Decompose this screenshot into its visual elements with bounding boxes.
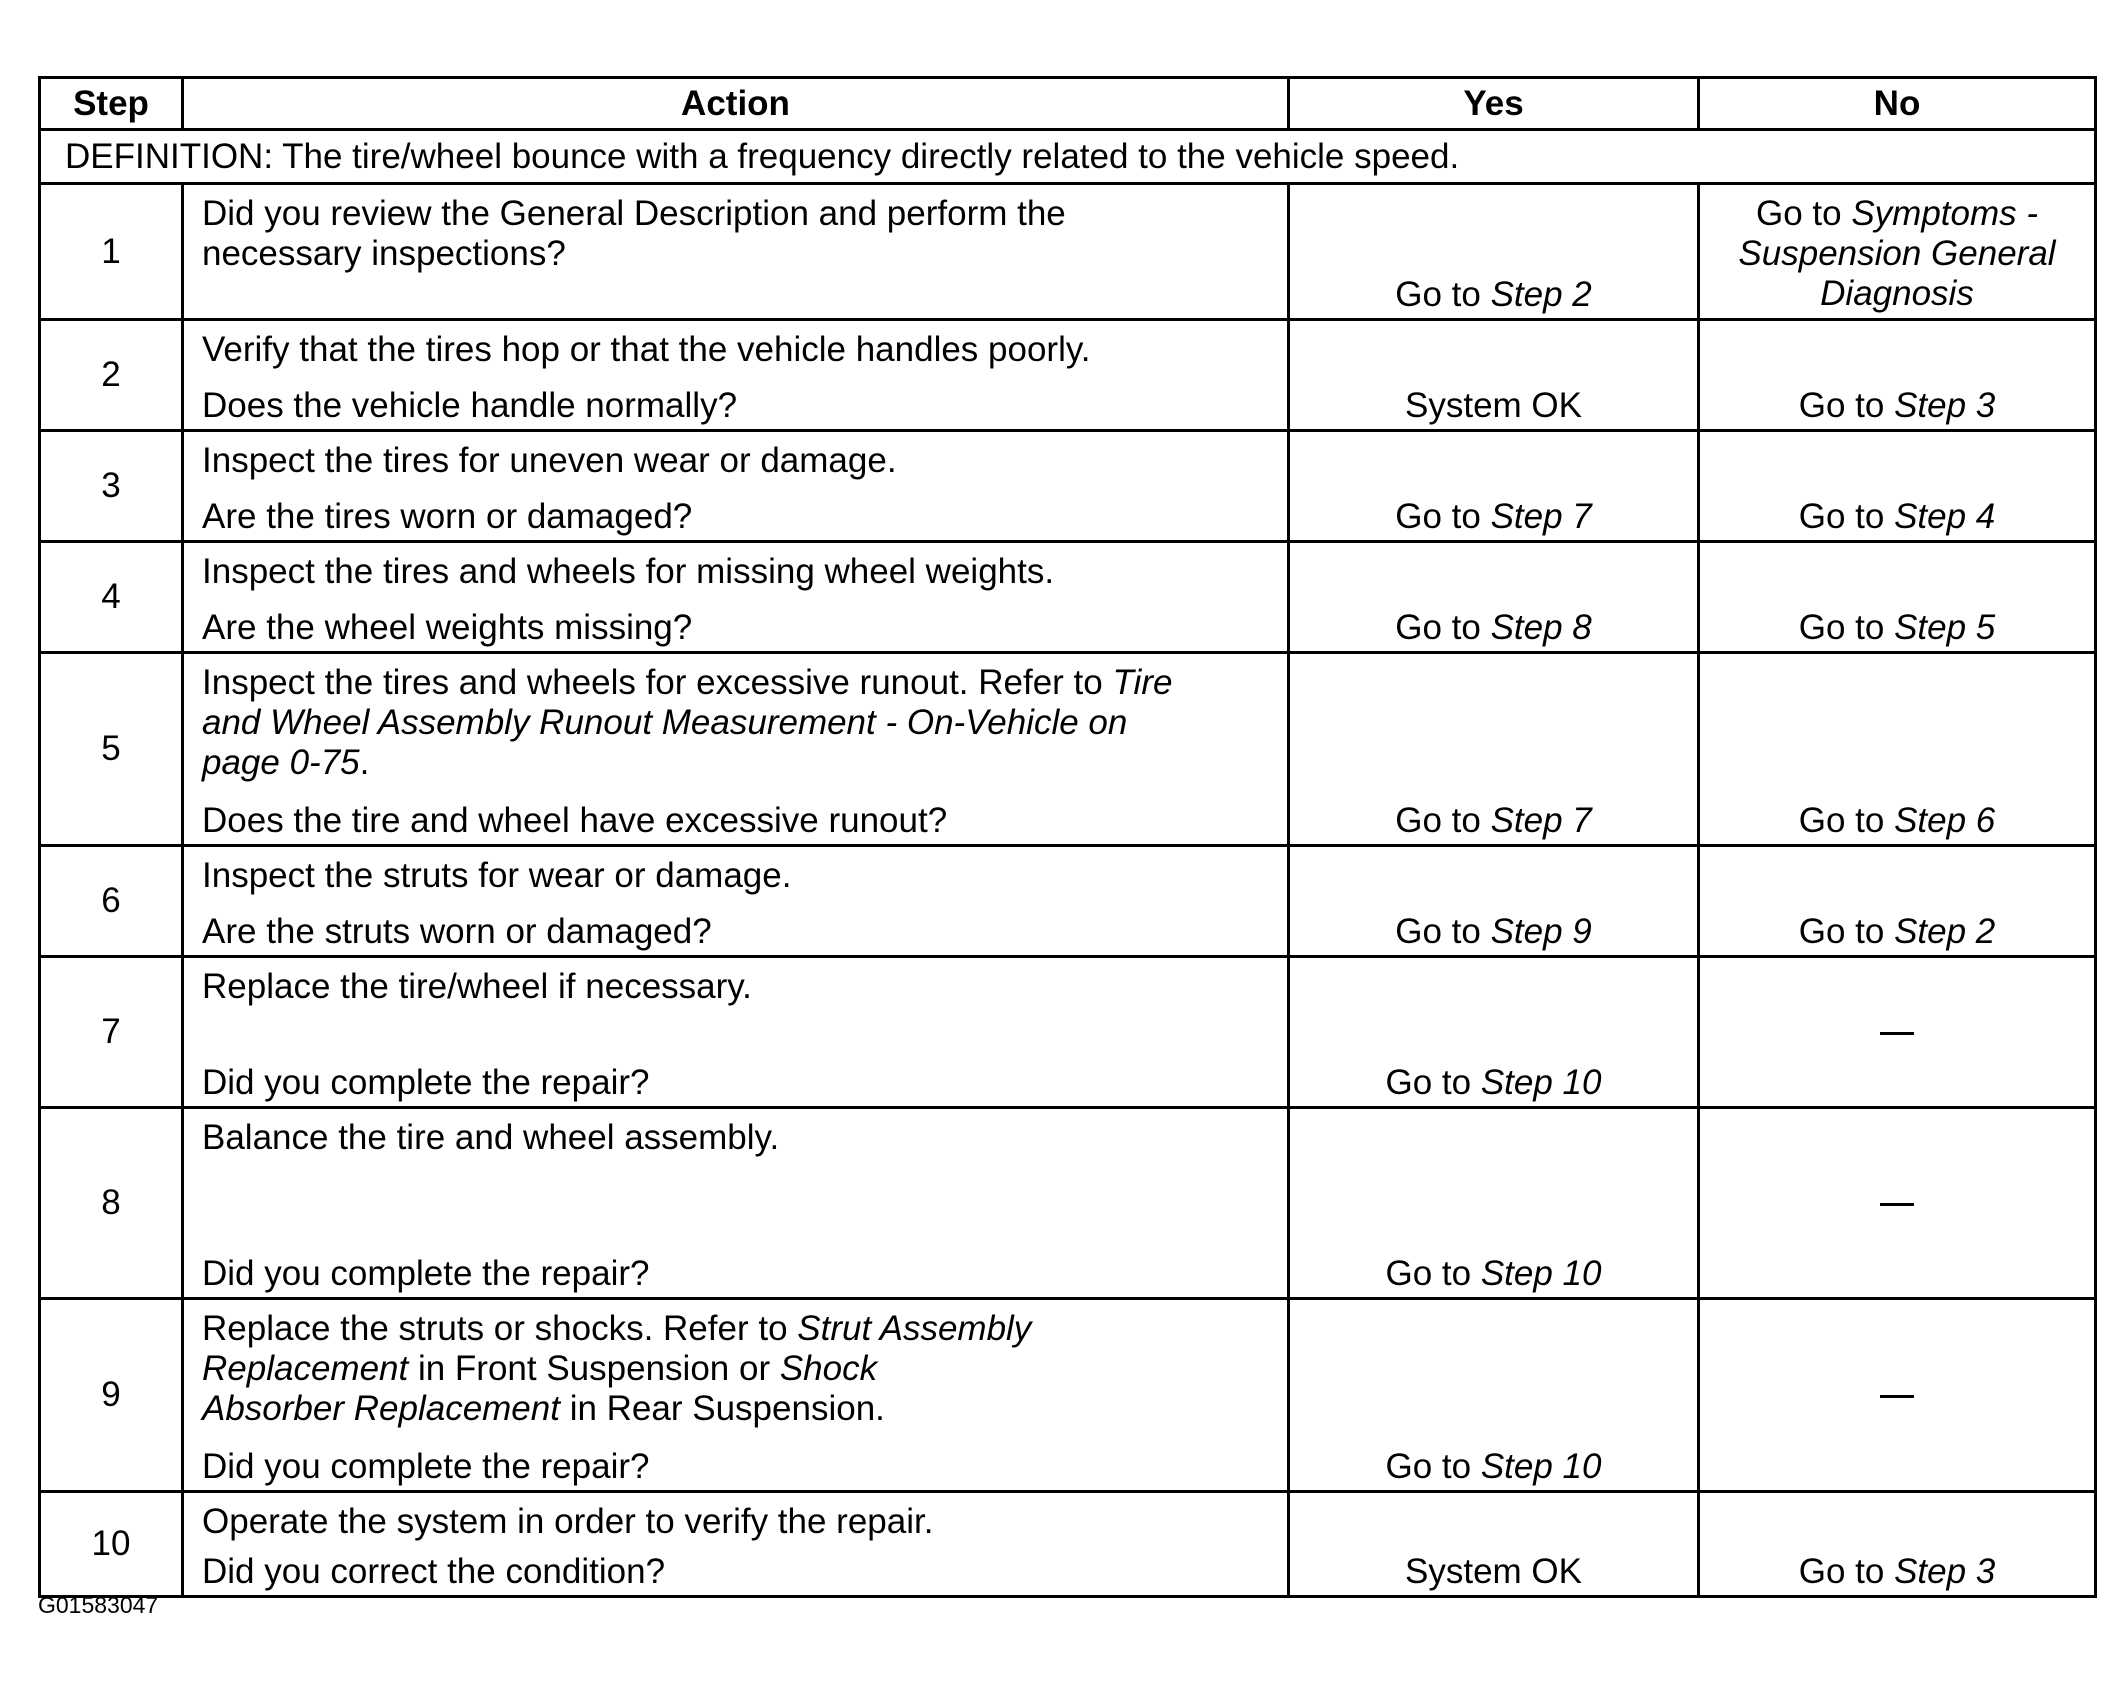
yes-cell	[1289, 184, 1699, 320]
reference-link[interactable]: Tire	[1112, 663, 1173, 702]
no-prefix: Go to	[1755, 194, 1852, 233]
dash-mark	[1880, 1032, 1914, 1035]
yes-prefix: Go to	[1385, 1447, 1481, 1486]
yes-prefix: Go to	[1395, 608, 1491, 647]
yes-prefix: Go to	[1385, 1254, 1481, 1293]
no-prefix: Go to	[1798, 912, 1895, 951]
question-text: Are the struts worn or damaged?	[202, 912, 712, 951]
step-number: 5	[40, 653, 183, 846]
no-prefix: Go to	[1798, 386, 1895, 425]
question-text: Does the vehicle handle normally?	[202, 386, 738, 425]
yes-link[interactable]: Step 2	[1490, 275, 1592, 314]
no-cell	[1699, 320, 2096, 431]
yes-link[interactable]: Step 9	[1490, 912, 1592, 951]
header-no: No	[1699, 78, 2096, 130]
table-row	[40, 957, 2096, 1108]
action-cell	[183, 184, 1289, 320]
definition-row	[40, 130, 2096, 184]
no-cell	[1699, 957, 2096, 1108]
yes-link[interactable]: Step 10	[1480, 1063, 1602, 1102]
no-cell	[1699, 846, 2096, 957]
action-cell	[183, 846, 1289, 957]
action-cell	[183, 1108, 1289, 1299]
table-row	[40, 1299, 2096, 1492]
action-cell	[183, 653, 1289, 846]
yes-cell	[1289, 1299, 1699, 1492]
no-link[interactable]: Symptoms -	[1851, 194, 2039, 233]
no-link[interactable]: Step 5	[1894, 608, 1996, 647]
table-row	[40, 431, 2096, 542]
action-text: Replace the tire/wheel if necessary.	[202, 967, 752, 1006]
yes-cell	[1289, 431, 1699, 542]
reference-link[interactable]: page 0-75	[202, 743, 360, 782]
no-link[interactable]: Step 2	[1894, 912, 1996, 951]
step-number: 6	[40, 846, 183, 957]
no-link[interactable]: Step 3	[1894, 1552, 1996, 1591]
header-step: Step	[40, 78, 183, 130]
question-text: Does the tire and wheel have excessive runout?	[202, 801, 948, 840]
no-prefix: Go to	[1798, 1552, 1895, 1591]
yes-cell	[1289, 1108, 1699, 1299]
reference-link[interactable]: Absorber Replacement	[202, 1389, 560, 1428]
yes-cell: System OK	[1289, 320, 1699, 431]
yes-link[interactable]: Step 7	[1490, 801, 1592, 840]
reference-link[interactable]: Replacement	[202, 1349, 409, 1388]
yes-cell	[1289, 957, 1699, 1108]
yes-prefix: Go to	[1395, 801, 1491, 840]
table-row	[40, 542, 2096, 653]
action-text: Operate the system in order to verify the repair.	[202, 1502, 934, 1541]
no-prefix: Go to	[1798, 608, 1895, 647]
table-row	[40, 1108, 2096, 1299]
question-text: Did you complete the repair?	[202, 1254, 650, 1293]
yes-link[interactable]: Step 10	[1480, 1447, 1602, 1486]
yes-cell	[1289, 653, 1699, 846]
yes-cell	[1289, 542, 1699, 653]
no-prefix: Go to	[1798, 497, 1895, 536]
action-cell	[183, 431, 1289, 542]
step-number: 3	[40, 431, 183, 542]
no-link[interactable]: Suspension General	[1738, 234, 2056, 273]
definition-text: DEFINITION: The tire/wheel bounce with a frequency directly related to the vehicle speed.	[40, 130, 2096, 184]
question-text: Did you correct the condition?	[202, 1552, 666, 1591]
no-cell	[1699, 1492, 2096, 1597]
table-row	[40, 1492, 2096, 1597]
action-cell	[183, 320, 1289, 431]
question-text: Are the wheel weights missing?	[202, 608, 693, 647]
step-number: 10	[40, 1492, 183, 1597]
action-cell	[183, 1492, 1289, 1597]
yes-prefix: Go to	[1385, 1063, 1481, 1102]
step-number: 9	[40, 1299, 183, 1492]
yes-prefix: Go to	[1395, 275, 1491, 314]
yes-cell	[1289, 846, 1699, 957]
no-cell	[1699, 542, 2096, 653]
no-prefix: Go to	[1798, 801, 1895, 840]
action-text: Did you review the General Description and perform the	[202, 194, 1066, 233]
no-cell	[1699, 184, 2096, 320]
action-text: Inspect the struts for wear or damage.	[202, 856, 792, 895]
action-text: Inspect the tires for uneven wear or damage.	[202, 441, 897, 480]
no-cell	[1699, 1108, 2096, 1299]
table-row	[40, 320, 2096, 431]
no-cell	[1699, 431, 2096, 542]
no-link[interactable]: Step 3	[1894, 386, 1996, 425]
yes-prefix: Go to	[1395, 497, 1491, 536]
step-number: 8	[40, 1108, 183, 1299]
no-link[interactable]: Step 6	[1894, 801, 1996, 840]
yes-cell: System OK	[1289, 1492, 1699, 1597]
question-text: Did you complete the repair?	[202, 1447, 650, 1486]
table-row	[40, 846, 2096, 957]
action-cell	[183, 1299, 1289, 1492]
dash-mark	[1880, 1203, 1914, 1206]
step-number: 1	[40, 184, 183, 320]
header-yes: Yes	[1289, 78, 1699, 130]
question-text: Did you complete the repair?	[202, 1063, 650, 1102]
table-row	[40, 184, 2096, 320]
no-link[interactable]: Step 4	[1894, 497, 1996, 536]
header-action: Action	[183, 78, 1289, 130]
step-number: 2	[40, 320, 183, 431]
action-text: Verify that the tires hop or that the vehicle handles poorly.	[202, 330, 1091, 369]
reference-link[interactable]: Strut Assembly	[797, 1309, 1032, 1348]
yes-link[interactable]: Step 8	[1490, 608, 1592, 647]
no-link[interactable]: Diagnosis	[1820, 274, 1974, 313]
reference-link[interactable]: Shock	[779, 1349, 878, 1388]
yes-link[interactable]: Step 7	[1490, 497, 1592, 536]
action-cell	[183, 542, 1289, 653]
step-number: 7	[40, 957, 183, 1108]
action-text: Balance the tire and wheel assembly.	[202, 1118, 780, 1157]
question-text: Are the tires worn or damaged?	[202, 497, 693, 536]
dash-mark	[1880, 1395, 1914, 1398]
header-row	[40, 78, 2096, 130]
action-text: necessary inspections?	[202, 234, 566, 273]
step-number: 4	[40, 542, 183, 653]
action-text: Inspect the tires and wheels for missing wheel weights.	[202, 552, 1055, 591]
action-text: Replace the struts or shocks. Refer to Strut Assembly Replacement in Front Suspension or Shock Absorber Replacement in Rear Suspension.	[202, 1309, 1032, 1428]
yes-prefix: Go to	[1395, 912, 1491, 951]
no-cell	[1699, 653, 2096, 846]
action-text: Inspect the tires and wheels for excessive runout. Refer to Tire and Wheel Assembly Runout Measurement - On-Vehicle on page 0-75.	[202, 663, 1173, 782]
table-row	[40, 653, 2096, 846]
yes-link[interactable]: Step 10	[1480, 1254, 1602, 1293]
reference-link[interactable]: and Wheel Assembly Runout Measurement - On-Vehicle on	[202, 703, 1128, 742]
figure-id: G01583047	[38, 1592, 159, 1618]
diagnostic-table	[38, 76, 2097, 1598]
no-cell	[1699, 1299, 2096, 1492]
action-cell	[183, 957, 1289, 1108]
